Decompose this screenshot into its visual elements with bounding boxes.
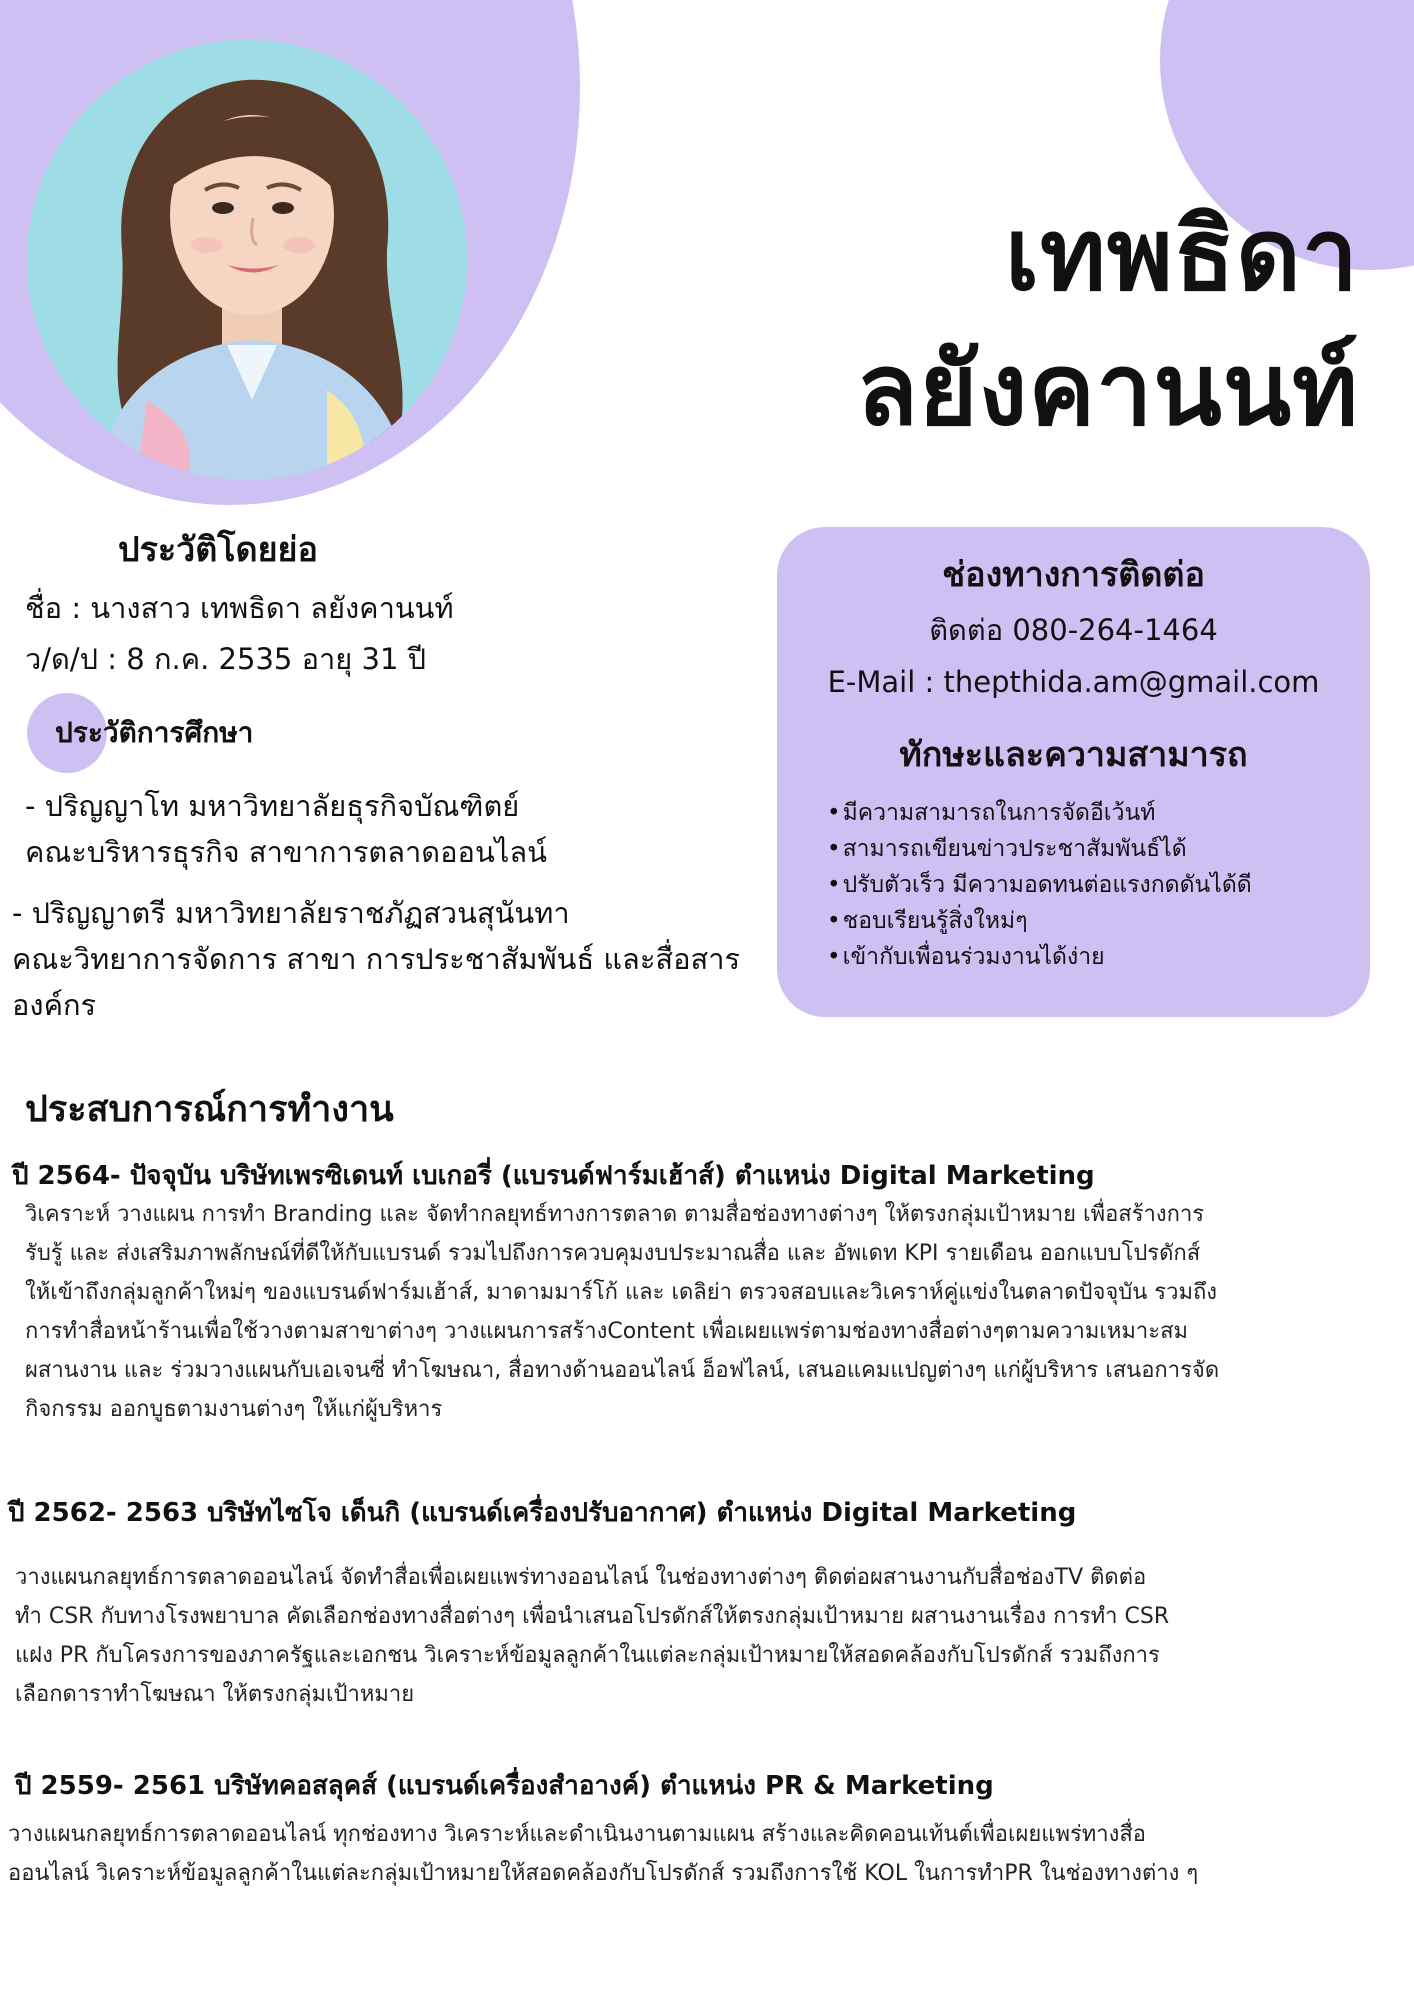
job-1-title: ปี 2564- ปัจจุบัน บริษัทเพรซิเดนท์ เบเกอรี่ (แบรนด์ฟาร์มเฮ้าส์) ตำแหน่ง Digital Marketing <box>12 1161 1095 1191</box>
bio-heading: ประวัติโดยย่อ <box>118 530 318 570</box>
contact-heading: ช่องทางการติดต่อ <box>942 555 1205 595</box>
job-2-line: แฝง PR กับโครงการของภาครัฐและเอกชน วิเคราะห์ข้อมูลลูกค้าในแต่ละกลุ่มเป้าหมายให้สอดคล้องกับโปรดักส์ รวมถึงการ <box>15 1643 1160 1668</box>
skills-list <box>827 795 1252 975</box>
job-2-title: ปี 2562- 2563 บริษัทไซโจ เด็นกิ (แบรนด์เครื่องปรับอากาศ) ตำแหน่ง Digital Marketing <box>8 1498 1077 1528</box>
skill-item: • สามารถเขียนข่าวประชาสัมพันธ์ได้ <box>827 831 1252 867</box>
job-2-line: ทำ CSR กับทางโรงพยาบาล คัดเลือกช่องทางสื่อต่างๆ เพื่อนำเสนอโปรดักส์ให้ตรงกลุ่มเป้าหมาย ผสานงานเรื่อง การทำ CSR <box>15 1604 1170 1629</box>
full-name-last: ลยังคานนท์ <box>856 331 1359 448</box>
education-item-1-line-1: - ปริญญาโท มหาวิทยาลัยธุรกิจบัณฑิตย์ <box>25 789 520 823</box>
job-1-description <box>25 1195 1219 1429</box>
contact-email: E-Mail : thepthida.am@gmail.com <box>827 665 1320 699</box>
education-heading: ประวัติการศึกษา <box>55 716 254 749</box>
skill-item: • ชอบเรียนรู้สิ่งใหม่ๆ <box>827 903 1252 939</box>
education-item-2-line-2: คณะวิทยาการจัดการ สาขา การประชาสัมพันธ์ และสื่อสาร <box>12 942 741 976</box>
profile-photo-illustration <box>27 40 467 480</box>
skills-heading: ทักษะและความสามารถ <box>899 735 1248 775</box>
job-3-line: วางแผนกลยุทธ์การตลาดออนไลน์ ทุกช่องทาง วิเคราะห์และดำเนินงานตามแผน สร้างและคิดคอนเท้นต์เพื่อเผยแพร่ทางสื่อ <box>8 1822 1147 1847</box>
bio-name-line: ชื่อ : นางสาว เทพธิดา ลยังคานนท์ <box>25 591 454 625</box>
job-1-line: วิเคราะห์ วางแผน การทำ Branding และ จัดทำกลยุทธ์ทางการตลาด ตามสื่อช่องทางต่างๆ ให้ตรงกลุ่มเป้าหมาย เพื่อสร้างการ <box>25 1202 1205 1227</box>
job-1-line: ให้เข้าถึงกลุ่มลูกค้าใหม่ๆ ของแบรนด์ฟาร์มเฮ้าส์, มาดามมาร์โก้ และ เดลิย่า ตรวจสอบและวิเคราห์คู่แข่งในตลาดปัจจุบัน รวมถึง <box>25 1280 1218 1305</box>
job-1-line: รับรู้ และ ส่งเสริมภาพลักษณ์ที่ดีให้กับแบรนด์ รวมไปถึงการควบคุมงบประมาณสื่อ และ อัพเดท KPI รายเดือน ออกแบบโปรดักส์ <box>25 1241 1201 1266</box>
profile-photo <box>27 40 467 480</box>
job-3-title: ปี 2559- 2561 บริษัทคอสลุคส์ (แบรนด์เครื่องสำอางค์) ตำแหน่ง PR & Marketing <box>15 1771 994 1801</box>
full-name-first: เทพธิดา <box>1004 196 1359 313</box>
skill-item: • เข้ากับเพื่อนร่วมงานได้ง่าย <box>827 939 1252 975</box>
job-1-line: ผสานงาน และ ร่วมวางแผนกับเอเจนซี่ ทำโฆษณา, สื่อทางด้านออนไลน์ อ็อฟไลน์, เสนอแคมแปญต่างๆ แก่ผู้บริหาร เสนอการจัด <box>25 1358 1220 1383</box>
skill-item: • มีความสามารถในการจัดอีเว้นท์ <box>827 795 1252 831</box>
education-item-2-line-1: - ปริญญาตรี มหาวิทยาลัยราชภัฏสวนสุนันทา <box>12 896 570 930</box>
job-2-line: เลือกดาราทำโฆษณา ให้ตรงกลุ่มเป้าหมาย <box>15 1682 415 1707</box>
education-item-2-line-3: องค์กร <box>12 988 97 1022</box>
experience-heading: ประสบการณ์การทำงาน <box>25 1089 394 1130</box>
contact-skills-card <box>777 527 1370 1017</box>
job-1-line: กิจกรรม ออกบูธตามงานต่างๆ ให้แก่ผู้บริหาร <box>25 1397 443 1422</box>
contact-phone: ติดต่อ 080-264-1464 <box>929 613 1218 647</box>
job-3-line: ออนไลน์ วิเคราะห์ข้อมูลลูกค้าในแต่ละกลุ่มเป้าหมายให้สอดคล้องกับโปรดักส์ รวมถึงการใช้ KOL ในการทำPR ในช่องทางต่าง ๆ <box>8 1861 1199 1886</box>
job-2-description <box>15 1558 1169 1714</box>
skill-item: • ปรับตัวเร็ว มีความอดทนต่อแรงกดดันได้ดี <box>827 867 1252 903</box>
job-2-line: วางแผนกลยุทธ์การตลาดออนไลน์ จัดทำสื่อเพื่อเผยแพร่ทางออนไลน์ ในช่องทางต่างๆ ติดต่อผสานงานกับสื่อช่องTV ติดต่อ <box>15 1565 1147 1590</box>
education-item-1-line-2: คณะบริหารธุรกิจ สาขาการตลาดออนไลน์ <box>25 835 547 869</box>
job-3-description <box>8 1815 1198 1893</box>
bio-dob-line: ว/ด/ป : 8 ก.ค. 2535 อายุ 31 ปี <box>25 642 427 676</box>
job-1-line: การทำสื่อหน้าร้านเพื่อใช้วางตามสาขาต่างๆ วางแผนการสร้างContent เพื่อเผยแพร่ตามช่องทางสื่อต่างๆตามความเหมาะสม <box>25 1319 1189 1344</box>
